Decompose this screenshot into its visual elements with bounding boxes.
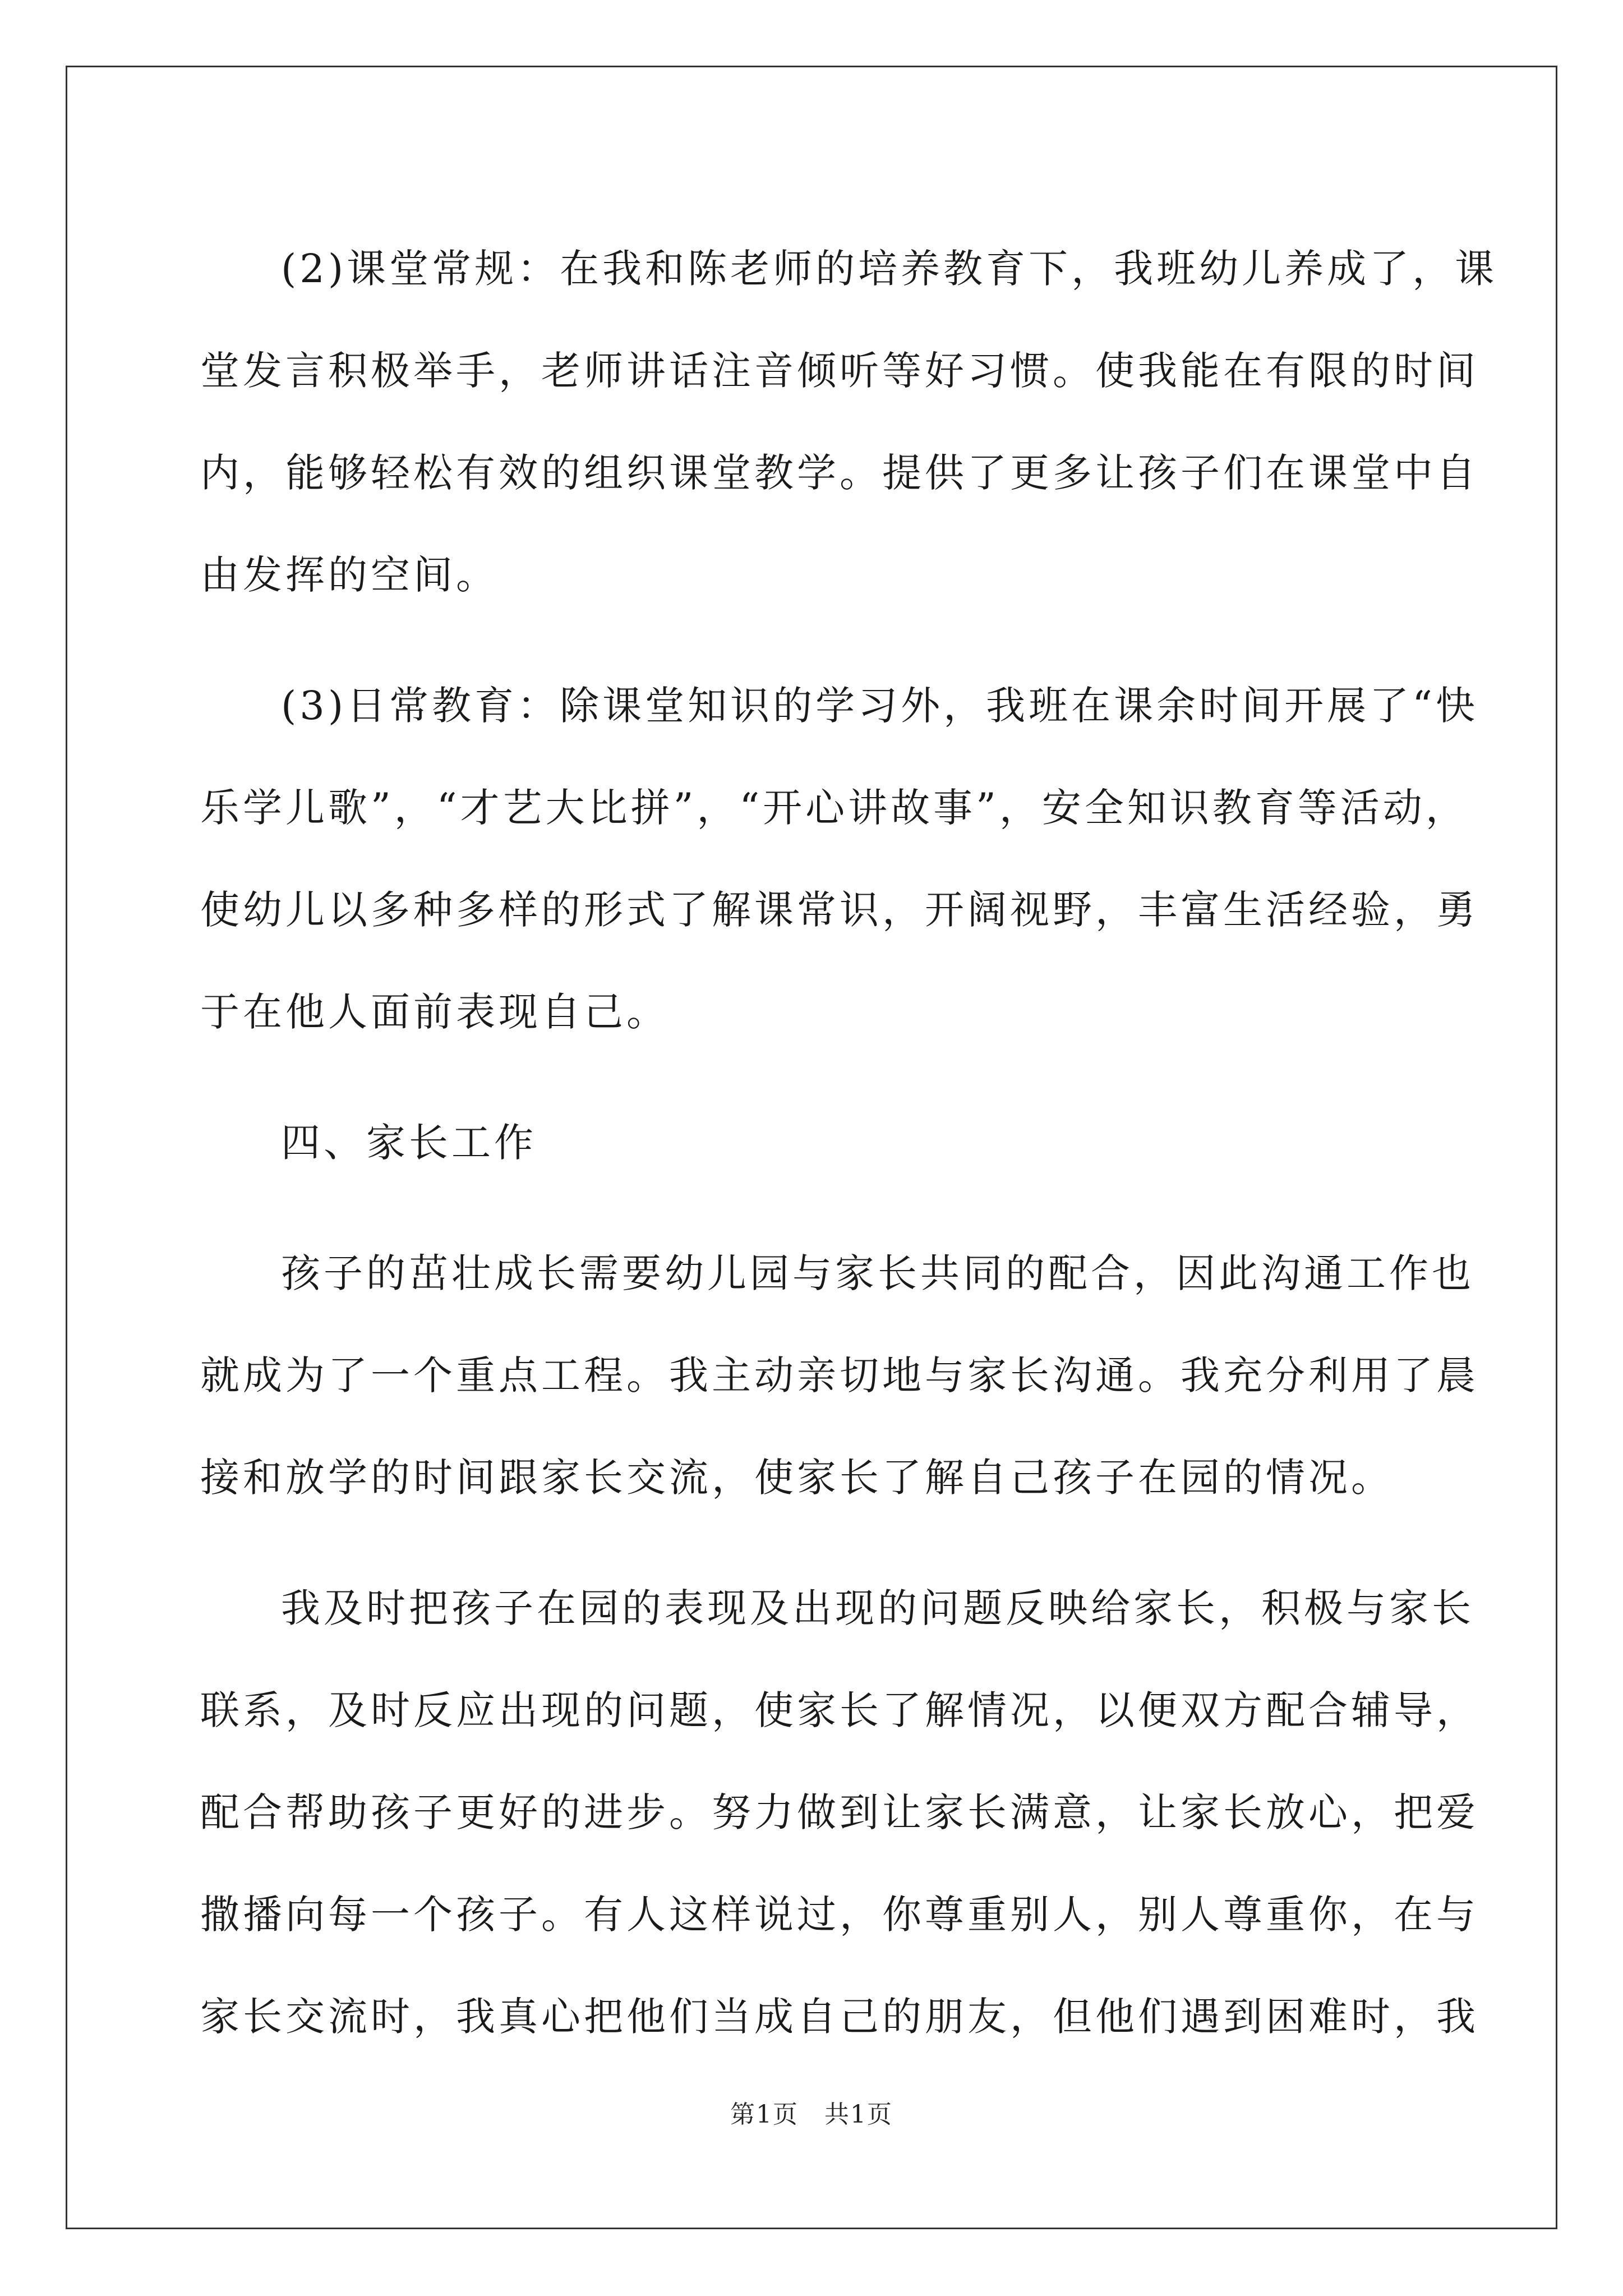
text-line: 接和放学的时间跟家长交流，使家长了解自己孩子在园的情况。 [200, 1455, 1394, 1501]
text-line: 家长交流时，我真心把他们当成自己的朋友，但他们遇到困难时，我 [200, 1994, 1479, 2040]
page-footer [0, 2098, 1623, 2132]
page-number: 第1页 共1页 [730, 2100, 893, 2129]
paragraph-parent-communication [200, 1222, 1479, 1529]
text-line: (2)课堂常规：在我和陈老师的培养教育下，我班幼儿养成了，课 [281, 246, 1498, 292]
text-line: 配合帮助孩子更好的进步。努力做到让家长满意，让家长放心，把爱 [200, 1789, 1479, 1835]
paragraph-daily-education [200, 655, 1479, 1063]
section-heading: 四、家长工作 [281, 1120, 537, 1166]
text-line: 就成为了一个重点工程。我主动亲切地与家长沟通。我充分利用了晨 [200, 1352, 1479, 1398]
paragraph-classroom-routine [200, 218, 1498, 626]
section-heading-parent-work [200, 1092, 1426, 1194]
text-line: 我及时把孩子在园的表现及出现的问题反映给家长，积极与家长 [281, 1585, 1474, 1631]
text-line: 乐学儿歌”，“才艺大比拼”，“开心讲故事”，安全知识教育等活动， [200, 785, 1468, 831]
text-line: 联系，及时反应出现的问题，使家长了解情况，以便双方配合辅导， [200, 1687, 1479, 1733]
text-line: 于在他人面前表现自己。 [200, 989, 669, 1035]
text-line: 由发挥的空间。 [200, 552, 499, 598]
text-line: 撒播向每一个孩子。有人这样说过，你尊重别人，别人尊重你，在与 [200, 1892, 1479, 1938]
text-line: 孩子的茁壮成长需要幼儿园与家长共同的配合，因此沟通工作也 [281, 1250, 1474, 1296]
text-line: 内，能够轻松有效的组织课堂教学。提供了更多让孩子们在课堂中自 [200, 450, 1479, 496]
paragraph-parent-feedback [200, 1557, 1479, 2068]
text-line: 堂发言积极举手，老师讲话注音倾听等好习惯。使我能在有限的时间 [200, 348, 1479, 394]
text-line: 使幼儿以多种多样的形式了解课常识，开阔视野，丰富生活经验，勇 [200, 887, 1479, 933]
document-body [200, 218, 1498, 2096]
text-line: (3)日常教育：除课堂知识的学习外，我班在课余时间开展了“快 [281, 683, 1478, 729]
